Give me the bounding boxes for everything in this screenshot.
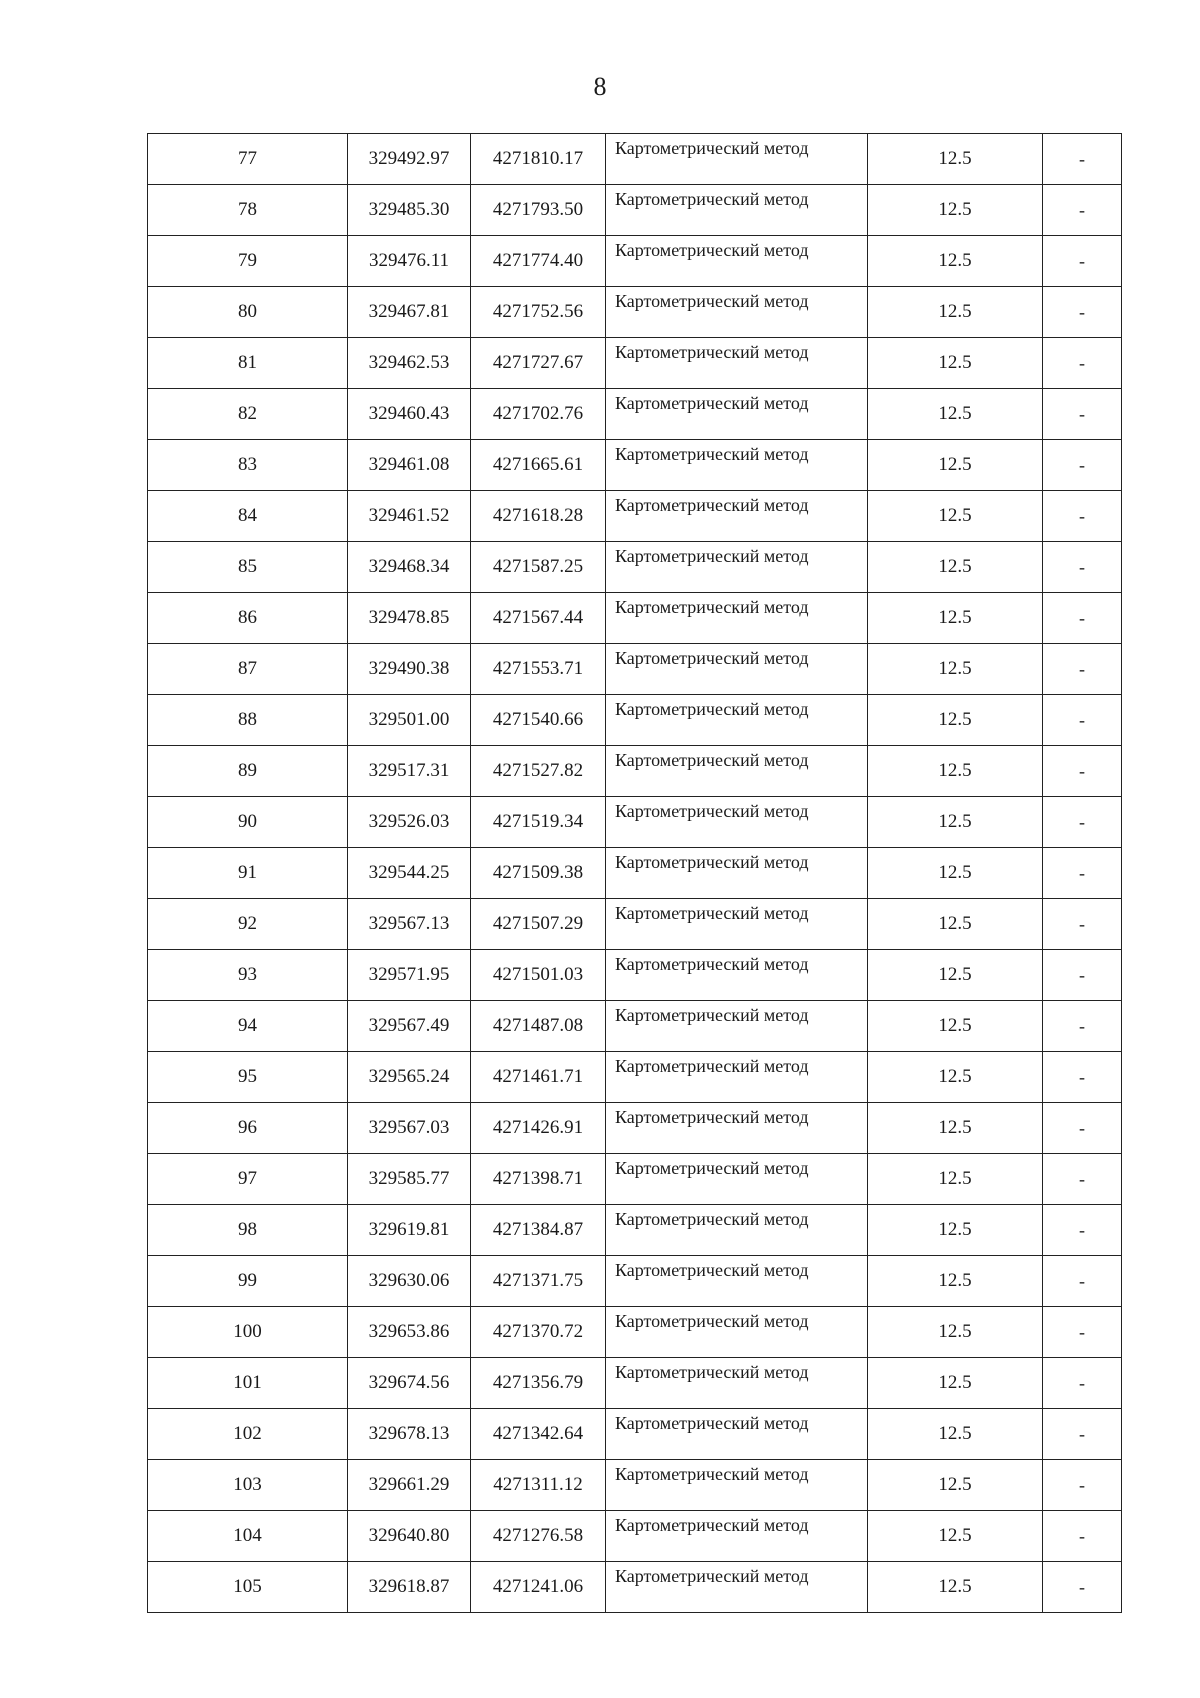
point-number-cell: 103 xyxy=(148,1460,348,1511)
method-cell: Картометрический метод xyxy=(606,593,868,644)
note-cell: - xyxy=(1043,593,1122,644)
point-number-cell: 99 xyxy=(148,1256,348,1307)
note-cell: - xyxy=(1043,644,1122,695)
y-coordinate-cell: 4271501.03 xyxy=(471,950,606,1001)
y-coordinate-cell: 4271370.72 xyxy=(471,1307,606,1358)
accuracy-cell: 12.5 xyxy=(868,1562,1043,1613)
note-cell: - xyxy=(1043,950,1122,1001)
point-number-cell: 78 xyxy=(148,185,348,236)
x-coordinate-cell: 329567.49 xyxy=(348,1001,471,1052)
x-coordinate-cell: 329490.38 xyxy=(348,644,471,695)
point-number-cell: 93 xyxy=(148,950,348,1001)
accuracy-cell: 12.5 xyxy=(868,746,1043,797)
coordinates-table xyxy=(147,133,1122,1613)
accuracy-cell: 12.5 xyxy=(868,134,1043,185)
x-coordinate-cell: 329640.80 xyxy=(348,1511,471,1562)
x-coordinate-cell: 329544.25 xyxy=(348,848,471,899)
y-coordinate-cell: 4271587.25 xyxy=(471,542,606,593)
table-row xyxy=(148,797,1122,848)
accuracy-cell: 12.5 xyxy=(868,644,1043,695)
method-cell: Картометрический метод xyxy=(606,440,868,491)
x-coordinate-cell: 329661.29 xyxy=(348,1460,471,1511)
accuracy-cell: 12.5 xyxy=(868,1511,1043,1562)
table-row xyxy=(148,1154,1122,1205)
accuracy-cell: 12.5 xyxy=(868,1205,1043,1256)
method-cell: Картометрический метод xyxy=(606,848,868,899)
note-cell: - xyxy=(1043,440,1122,491)
method-cell: Картометрический метод xyxy=(606,185,868,236)
method-cell: Картометрический метод xyxy=(606,1460,868,1511)
method-cell: Картометрический метод xyxy=(606,746,868,797)
x-coordinate-cell: 329476.11 xyxy=(348,236,471,287)
note-cell: - xyxy=(1043,1307,1122,1358)
table-row xyxy=(148,1001,1122,1052)
method-cell: Картометрический метод xyxy=(606,287,868,338)
method-cell: Картометрический метод xyxy=(606,1154,868,1205)
table-row xyxy=(148,440,1122,491)
table-row xyxy=(148,185,1122,236)
accuracy-cell: 12.5 xyxy=(868,440,1043,491)
note-cell: - xyxy=(1043,287,1122,338)
page-number: 8 xyxy=(593,72,607,101)
table-row xyxy=(148,593,1122,644)
method-cell: Картометрический метод xyxy=(606,338,868,389)
point-number-cell: 85 xyxy=(148,542,348,593)
note-cell: - xyxy=(1043,1256,1122,1307)
point-number-cell: 88 xyxy=(148,695,348,746)
accuracy-cell: 12.5 xyxy=(868,542,1043,593)
method-cell: Картометрический метод xyxy=(606,1409,868,1460)
x-coordinate-cell: 329565.24 xyxy=(348,1052,471,1103)
accuracy-cell: 12.5 xyxy=(868,950,1043,1001)
accuracy-cell: 12.5 xyxy=(868,1001,1043,1052)
note-cell: - xyxy=(1043,848,1122,899)
accuracy-cell: 12.5 xyxy=(868,491,1043,542)
accuracy-cell: 12.5 xyxy=(868,797,1043,848)
accuracy-cell: 12.5 xyxy=(868,338,1043,389)
accuracy-cell: 12.5 xyxy=(868,389,1043,440)
y-coordinate-cell: 4271276.58 xyxy=(471,1511,606,1562)
point-number-cell: 96 xyxy=(148,1103,348,1154)
method-cell: Картометрический метод xyxy=(606,491,868,542)
table-row xyxy=(148,338,1122,389)
point-number-cell: 87 xyxy=(148,644,348,695)
x-coordinate-cell: 329461.52 xyxy=(348,491,471,542)
note-cell: - xyxy=(1043,1103,1122,1154)
x-coordinate-cell: 329478.85 xyxy=(348,593,471,644)
y-coordinate-cell: 4271311.12 xyxy=(471,1460,606,1511)
method-cell: Картометрический метод xyxy=(606,1205,868,1256)
y-coordinate-cell: 4271553.71 xyxy=(471,644,606,695)
table-row xyxy=(148,1511,1122,1562)
table-row xyxy=(148,950,1122,1001)
table-row xyxy=(148,542,1122,593)
y-coordinate-cell: 4271618.28 xyxy=(471,491,606,542)
note-cell: - xyxy=(1043,1511,1122,1562)
point-number-cell: 81 xyxy=(148,338,348,389)
y-coordinate-cell: 4271509.38 xyxy=(471,848,606,899)
y-coordinate-cell: 4271487.08 xyxy=(471,1001,606,1052)
accuracy-cell: 12.5 xyxy=(868,899,1043,950)
x-coordinate-cell: 329674.56 xyxy=(348,1358,471,1409)
note-cell: - xyxy=(1043,1358,1122,1409)
y-coordinate-cell: 4271727.67 xyxy=(471,338,606,389)
point-number-cell: 105 xyxy=(148,1562,348,1613)
x-coordinate-cell: 329571.95 xyxy=(348,950,471,1001)
method-cell: Картометрический метод xyxy=(606,797,868,848)
x-coordinate-cell: 329630.06 xyxy=(348,1256,471,1307)
y-coordinate-cell: 4271426.91 xyxy=(471,1103,606,1154)
x-coordinate-cell: 329567.03 xyxy=(348,1103,471,1154)
accuracy-cell: 12.5 xyxy=(868,185,1043,236)
x-coordinate-cell: 329461.08 xyxy=(348,440,471,491)
accuracy-cell: 12.5 xyxy=(868,1358,1043,1409)
point-number-cell: 84 xyxy=(148,491,348,542)
x-coordinate-cell: 329501.00 xyxy=(348,695,471,746)
y-coordinate-cell: 4271567.44 xyxy=(471,593,606,644)
y-coordinate-cell: 4271519.34 xyxy=(471,797,606,848)
x-coordinate-cell: 329467.81 xyxy=(348,287,471,338)
table-row xyxy=(148,1205,1122,1256)
point-number-cell: 104 xyxy=(148,1511,348,1562)
note-cell: - xyxy=(1043,1562,1122,1613)
y-coordinate-cell: 4271342.64 xyxy=(471,1409,606,1460)
x-coordinate-cell: 329485.30 xyxy=(348,185,471,236)
x-coordinate-cell: 329619.81 xyxy=(348,1205,471,1256)
note-cell: - xyxy=(1043,134,1122,185)
method-cell: Картометрический метод xyxy=(606,1052,868,1103)
point-number-cell: 83 xyxy=(148,440,348,491)
accuracy-cell: 12.5 xyxy=(868,1256,1043,1307)
point-number-cell: 89 xyxy=(148,746,348,797)
point-number-cell: 91 xyxy=(148,848,348,899)
table-row xyxy=(148,1562,1122,1613)
note-cell: - xyxy=(1043,491,1122,542)
x-coordinate-cell: 329567.13 xyxy=(348,899,471,950)
note-cell: - xyxy=(1043,797,1122,848)
method-cell: Картометрический метод xyxy=(606,1307,868,1358)
y-coordinate-cell: 4271793.50 xyxy=(471,185,606,236)
table-row xyxy=(148,236,1122,287)
point-number-cell: 98 xyxy=(148,1205,348,1256)
table-row xyxy=(148,1256,1122,1307)
y-coordinate-cell: 4271540.66 xyxy=(471,695,606,746)
note-cell: - xyxy=(1043,236,1122,287)
method-cell: Картометрический метод xyxy=(606,644,868,695)
x-coordinate-cell: 329468.34 xyxy=(348,542,471,593)
x-coordinate-cell: 329653.86 xyxy=(348,1307,471,1358)
table-row xyxy=(148,1358,1122,1409)
note-cell: - xyxy=(1043,1052,1122,1103)
point-number-cell: 94 xyxy=(148,1001,348,1052)
point-number-cell: 77 xyxy=(148,134,348,185)
note-cell: - xyxy=(1043,746,1122,797)
point-number-cell: 86 xyxy=(148,593,348,644)
y-coordinate-cell: 4271356.79 xyxy=(471,1358,606,1409)
y-coordinate-cell: 4271507.29 xyxy=(471,899,606,950)
table-row xyxy=(148,695,1122,746)
table-row xyxy=(148,746,1122,797)
note-cell: - xyxy=(1043,695,1122,746)
table-row xyxy=(148,899,1122,950)
table-row xyxy=(148,389,1122,440)
y-coordinate-cell: 4271241.06 xyxy=(471,1562,606,1613)
x-coordinate-cell: 329517.31 xyxy=(348,746,471,797)
y-coordinate-cell: 4271371.75 xyxy=(471,1256,606,1307)
method-cell: Картометрический метод xyxy=(606,1358,868,1409)
method-cell: Картометрический метод xyxy=(606,134,868,185)
accuracy-cell: 12.5 xyxy=(868,695,1043,746)
point-number-cell: 82 xyxy=(148,389,348,440)
point-number-cell: 102 xyxy=(148,1409,348,1460)
note-cell: - xyxy=(1043,542,1122,593)
accuracy-cell: 12.5 xyxy=(868,1460,1043,1511)
point-number-cell: 95 xyxy=(148,1052,348,1103)
table-row xyxy=(148,1409,1122,1460)
table-row xyxy=(148,1460,1122,1511)
accuracy-cell: 12.5 xyxy=(868,287,1043,338)
note-cell: - xyxy=(1043,1154,1122,1205)
method-cell: Картометрический метод xyxy=(606,1511,868,1562)
note-cell: - xyxy=(1043,1205,1122,1256)
accuracy-cell: 12.5 xyxy=(868,1052,1043,1103)
method-cell: Картометрический метод xyxy=(606,1562,868,1613)
note-cell: - xyxy=(1043,338,1122,389)
method-cell: Картометрический метод xyxy=(606,1256,868,1307)
method-cell: Картометрический метод xyxy=(606,542,868,593)
table-row xyxy=(148,644,1122,695)
point-number-cell: 79 xyxy=(148,236,348,287)
note-cell: - xyxy=(1043,899,1122,950)
x-coordinate-cell: 329585.77 xyxy=(348,1154,471,1205)
y-coordinate-cell: 4271665.61 xyxy=(471,440,606,491)
x-coordinate-cell: 329492.97 xyxy=(348,134,471,185)
x-coordinate-cell: 329678.13 xyxy=(348,1409,471,1460)
method-cell: Картометрический метод xyxy=(606,389,868,440)
coordinates-table-body xyxy=(148,134,1122,1613)
method-cell: Картометрический метод xyxy=(606,1001,868,1052)
y-coordinate-cell: 4271702.76 xyxy=(471,389,606,440)
y-coordinate-cell: 4271398.71 xyxy=(471,1154,606,1205)
note-cell: - xyxy=(1043,1001,1122,1052)
note-cell: - xyxy=(1043,1460,1122,1511)
table-row xyxy=(148,1307,1122,1358)
method-cell: Картометрический метод xyxy=(606,695,868,746)
y-coordinate-cell: 4271810.17 xyxy=(471,134,606,185)
x-coordinate-cell: 329462.53 xyxy=(348,338,471,389)
note-cell: - xyxy=(1043,389,1122,440)
table-row xyxy=(148,134,1122,185)
method-cell: Картометрический метод xyxy=(606,1103,868,1154)
accuracy-cell: 12.5 xyxy=(868,1154,1043,1205)
point-number-cell: 80 xyxy=(148,287,348,338)
accuracy-cell: 12.5 xyxy=(868,1103,1043,1154)
point-number-cell: 90 xyxy=(148,797,348,848)
y-coordinate-cell: 4271752.56 xyxy=(471,287,606,338)
point-number-cell: 92 xyxy=(148,899,348,950)
table-row xyxy=(148,848,1122,899)
accuracy-cell: 12.5 xyxy=(868,593,1043,644)
point-number-cell: 101 xyxy=(148,1358,348,1409)
method-cell: Картометрический метод xyxy=(606,236,868,287)
method-cell: Картометрический метод xyxy=(606,950,868,1001)
x-coordinate-cell: 329460.43 xyxy=(348,389,471,440)
accuracy-cell: 12.5 xyxy=(868,1409,1043,1460)
x-coordinate-cell: 329618.87 xyxy=(348,1562,471,1613)
point-number-cell: 100 xyxy=(148,1307,348,1358)
y-coordinate-cell: 4271384.87 xyxy=(471,1205,606,1256)
y-coordinate-cell: 4271774.40 xyxy=(471,236,606,287)
x-coordinate-cell: 329526.03 xyxy=(348,797,471,848)
point-number-cell: 97 xyxy=(148,1154,348,1205)
y-coordinate-cell: 4271461.71 xyxy=(471,1052,606,1103)
method-cell: Картометрический метод xyxy=(606,899,868,950)
table-row xyxy=(148,1103,1122,1154)
accuracy-cell: 12.5 xyxy=(868,236,1043,287)
note-cell: - xyxy=(1043,185,1122,236)
accuracy-cell: 12.5 xyxy=(868,1307,1043,1358)
accuracy-cell: 12.5 xyxy=(868,848,1043,899)
table-row xyxy=(148,491,1122,542)
table-row xyxy=(148,287,1122,338)
y-coordinate-cell: 4271527.82 xyxy=(471,746,606,797)
note-cell: - xyxy=(1043,1409,1122,1460)
table-row xyxy=(148,1052,1122,1103)
